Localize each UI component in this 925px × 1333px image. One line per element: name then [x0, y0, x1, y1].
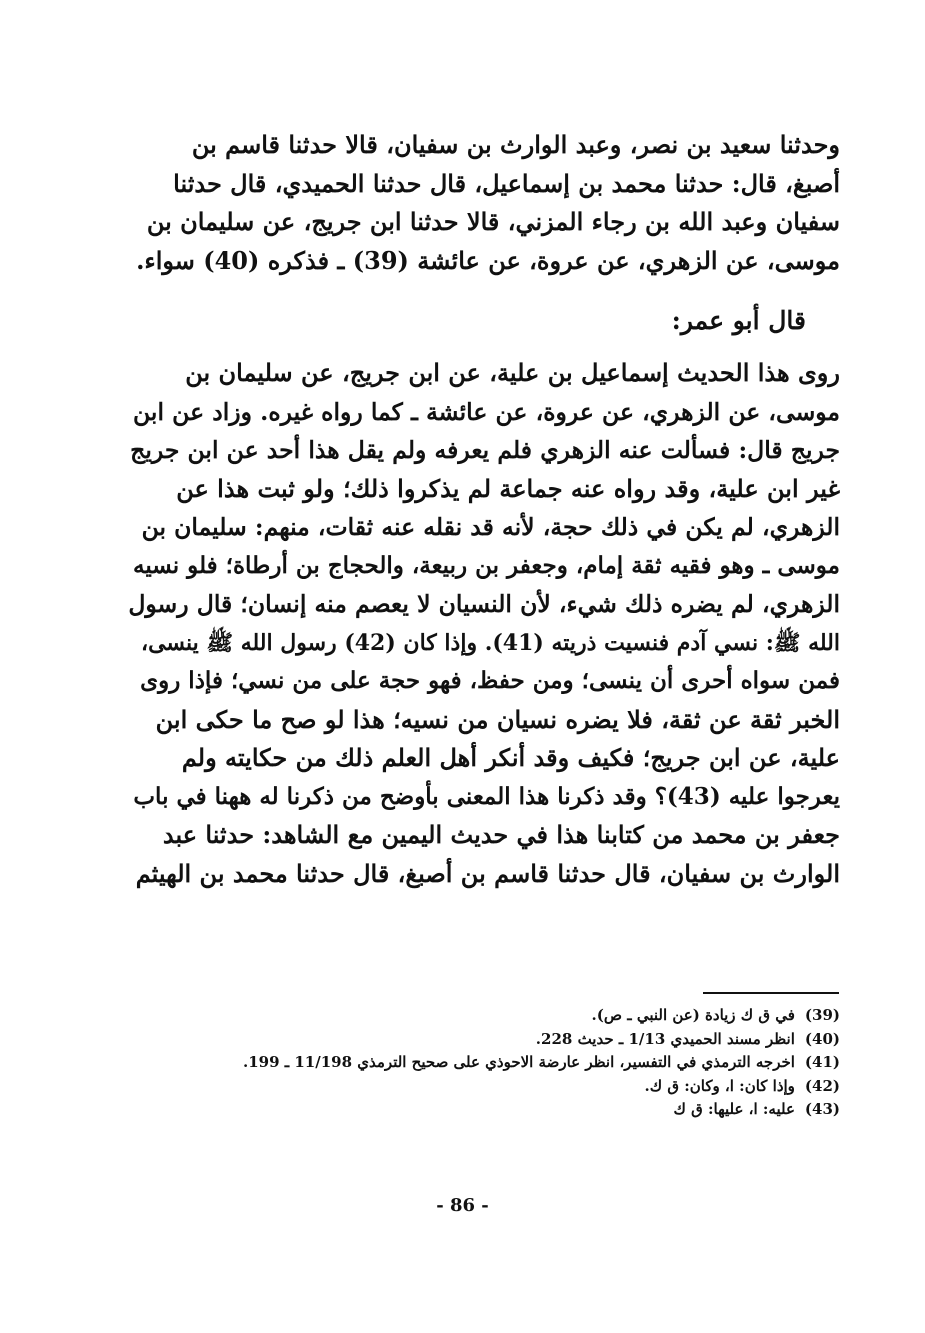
page-number: - 86 -: [436, 1195, 489, 1216]
text-line: أصبغ، قال: حدثنا محمد بن إسماعيل، قال حدثنا الحميدي، قال حدثنا: [173, 168, 840, 198]
text-line: علية، عن ابن جريج؛ فكيف وقد أنكر أهل العلم ذلك من حكايته ولم: [181, 743, 840, 772]
text-line: غير ابن علية، وقد رواه عنه جماعة لم يذكروا ذلك؛ ولو ثبت هذا عن: [176, 473, 840, 503]
text-line: جعفر بن محمد من كتابنا هذا في حديث اليمين مع الشاهد: حدثنا عبد: [162, 820, 840, 849]
text-line: سفيان وعبد الله بن رجاء المزني، قالا حدثنا ابن جريج، عن سليمان بن: [146, 207, 840, 236]
footnote: [128, 1028, 840, 1052]
footnote: [128, 1004, 840, 1028]
text-line: الزهري، لم يكن في ذلك حجة، لأنه قد نقله عنه ثقات، منهم: سليمان بن: [141, 513, 840, 541]
text-line: موسى ـ وهو فقيه ثقة إمام، وجعفر بن ربيعة، والحجاج بن أرطاة؛ فلو نسيه: [132, 551, 840, 579]
footnote: [128, 1051, 840, 1075]
text-line: الزهري، لم يضره ذلك شيء، لأن النسيان لا يعصم منه إنسان؛ قال رسول: [128, 590, 840, 618]
text-line: يعرجوا عليه (43)؟ وقد ذكرنا هذا المعنى بأوضح من ذكرنا له ههنا في باب: [133, 782, 840, 810]
footnote-number: (43): [804, 1100, 840, 1119]
footnote: [128, 1098, 840, 1122]
footnote-text: عليه: ا، عليها: ق ك: [673, 1100, 795, 1119]
footnote-number: (39): [804, 1006, 840, 1024]
footnote-separator: [703, 992, 839, 994]
text-line: الله ﷺ: نسي آدم فنسيت ذريته (41). وإذا كان (42) رسول الله ﷺ ينسى،: [140, 629, 840, 656]
text-line: موسى، عن الزهري، عن عروة، عن عائشة (39) ـ فذكره (40) سواء.: [136, 245, 840, 275]
text-line: فمن سواه أحرى أن ينسى؛ ومن حفظ، فهو حجة على من نسي؛ فإذا روى: [140, 667, 840, 694]
paragraph-2: [128, 354, 840, 893]
footnote-text: وإذا كان: ا، وكان: ق ك.: [644, 1076, 795, 1095]
footnotes: [128, 1004, 840, 1122]
footnote-number: (41): [804, 1053, 840, 1072]
footnote-number: (42): [804, 1076, 840, 1095]
footnote-number: (40): [804, 1029, 840, 1048]
footnote-text: انظر مسند الحميدي 1/13 ـ حديث 228.: [535, 1029, 795, 1048]
section-heading: قال أبو عمر:: [671, 306, 806, 335]
footnote-text: في ق ك زيادة (عن النبي ـ ص).: [591, 1006, 795, 1024]
text-line: روى هذا الحديث إسماعيل بن علية، عن ابن جريج، عن سليمان بن: [185, 358, 840, 387]
text-line: وحدثنا سعيد بن نصر، وعبد الوارث بن سفيان، قالا حدثنا قاسم بن: [191, 130, 840, 159]
footnote-text: اخرجه الترمذي في التفسير، انظر عارضة الاحوذي على صحيح الترمذي 11/198 ـ 199.: [242, 1053, 795, 1072]
text-line: موسى، عن الزهري، عن عروة، عن عائشة ـ كما رواه غيره. وزاد عن ابن: [133, 397, 840, 426]
footnote: [128, 1075, 840, 1099]
paragraph-1: [128, 126, 840, 280]
text-line: الخبر ثقة عن ثقة، فلا يضره نسيان من نسيه؛ هذا لو صح ما حكى ابن: [155, 704, 840, 734]
text-line: الوارث بن سفيان، قال حدثنا قاسم بن أصبغ، قال حدثنا محمد بن الهيثم: [135, 858, 840, 888]
text-line: جريج قال: فسألت عنه الزهري فلم يعرفه ولم يقل هذا أحد عن ابن جريج: [130, 436, 840, 464]
